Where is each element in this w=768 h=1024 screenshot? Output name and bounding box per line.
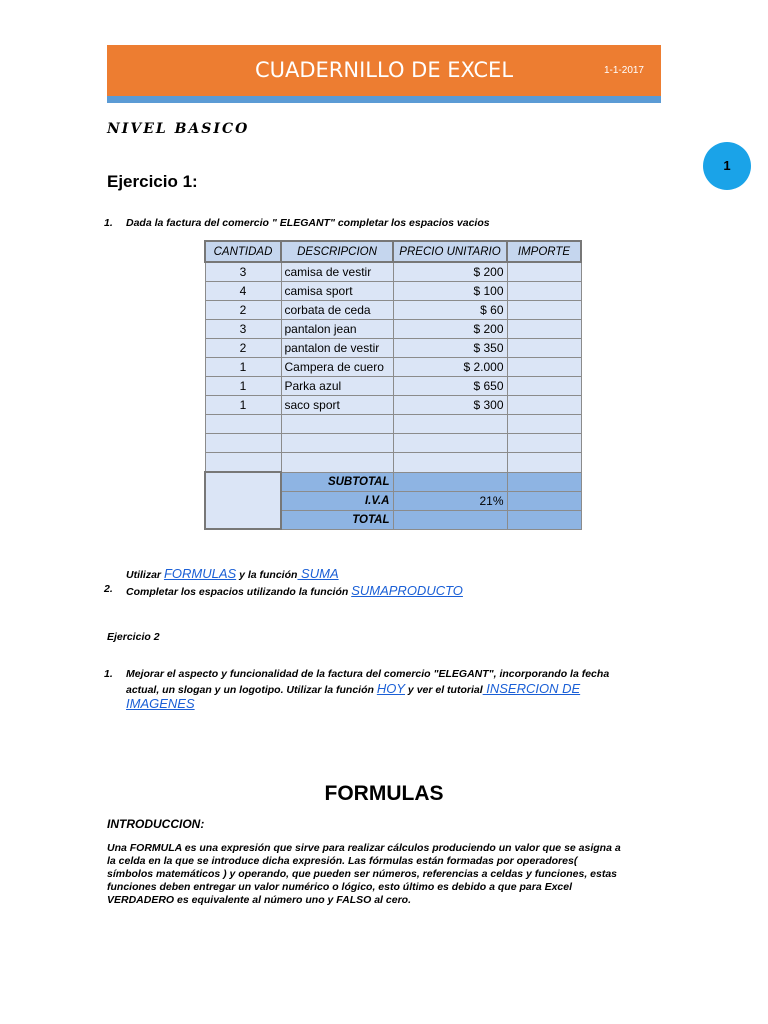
- total-importe[interactable]: [507, 510, 581, 529]
- document-title: CUADERNILLO DE EXCEL: [254, 58, 514, 82]
- summary-blank-cell: [205, 472, 281, 529]
- item-number: 1.: [104, 668, 113, 680]
- use-text-a: Utilizar: [126, 569, 164, 581]
- desc-cell[interactable]: pantalon de vestir: [281, 339, 393, 358]
- price-cell[interactable]: $ 300: [393, 396, 507, 415]
- total-value[interactable]: [393, 510, 507, 529]
- desc-cell[interactable]: saco sport: [281, 396, 393, 415]
- exercise2-title: Ejercicio 2: [107, 631, 160, 643]
- importe-cell[interactable]: [507, 415, 581, 434]
- price-cell[interactable]: $ 2.000: [393, 358, 507, 377]
- ex2-line2a: actual, un slogan y un logotipo. Utilizar la función: [126, 684, 377, 696]
- price-cell[interactable]: $ 200: [393, 262, 507, 282]
- importe-cell[interactable]: [507, 320, 581, 339]
- use-text-b: y la función: [236, 569, 298, 581]
- sumaproducto-link[interactable]: SUMAPRODUCTO: [351, 583, 463, 598]
- table-row: [205, 301, 581, 320]
- price-cell[interactable]: [393, 434, 507, 453]
- table-header-row: [205, 241, 581, 262]
- header-bar: [107, 45, 661, 96]
- intro-line: funciones deben entregar un valor numérico o lógico, esto último es debido a que para Excel: [107, 881, 573, 893]
- level-heading: NIVEL BASICO: [107, 121, 250, 137]
- desc-cell[interactable]: Parka azul: [281, 377, 393, 396]
- price-cell[interactable]: $ 60: [393, 301, 507, 320]
- importe-cell[interactable]: [507, 358, 581, 377]
- ex2-line1: Mejorar el aspecto y funcionalidad de la factura del comercio "ELEGANT", incorporando la fecha: [126, 668, 610, 680]
- importe-cell[interactable]: [507, 301, 581, 320]
- qty-cell[interactable]: 3: [205, 320, 281, 339]
- imagenes-link[interactable]: IMAGENES: [126, 696, 195, 711]
- intro-line: Una FORMULA es una expresión que sirve para realizar cálculos produciendo un valor que se asigna a: [107, 842, 621, 854]
- price-cell[interactable]: $ 350: [393, 339, 507, 358]
- importe-cell[interactable]: [507, 377, 581, 396]
- table-row-empty: [205, 415, 581, 434]
- desc-cell[interactable]: [281, 434, 393, 453]
- page-number-badge: 1: [703, 142, 751, 190]
- table-row: [205, 262, 581, 282]
- suma-link[interactable]: SUMA: [297, 566, 339, 581]
- hoy-link[interactable]: HOY: [376, 681, 406, 696]
- subtotal-row: [205, 472, 581, 491]
- importe-cell[interactable]: [507, 453, 581, 473]
- formulas-title: FORMULAS: [324, 782, 444, 805]
- price-cell[interactable]: $ 200: [393, 320, 507, 339]
- exercise1-title: Ejercicio 1:: [107, 172, 198, 191]
- table-row: [205, 320, 581, 339]
- price-cell[interactable]: [393, 415, 507, 434]
- ex2-line2b: y ver el tutorial: [405, 684, 483, 696]
- table-row: [205, 396, 581, 415]
- iva-label: I.V.A: [281, 491, 393, 510]
- total-label: TOTAL: [281, 510, 393, 529]
- desc-cell[interactable]: corbata de ceda: [281, 301, 393, 320]
- table-row-empty: [205, 453, 581, 473]
- iva-importe[interactable]: [507, 491, 581, 510]
- header-stripe: [107, 96, 661, 103]
- desc-cell[interactable]: [281, 415, 393, 434]
- qty-cell[interactable]: [205, 415, 281, 434]
- intro-line: VERDADERO es equivalente al número uno y FALSO al cero.: [107, 894, 411, 906]
- header-descripcion: DESCRIPCION: [281, 241, 393, 262]
- price-cell[interactable]: $ 100: [393, 282, 507, 301]
- desc-cell[interactable]: camisa sport: [281, 282, 393, 301]
- qty-cell[interactable]: 4: [205, 282, 281, 301]
- qty-cell[interactable]: 3: [205, 262, 281, 282]
- iva-value[interactable]: 21%: [393, 491, 507, 510]
- qty-cell[interactable]: 1: [205, 396, 281, 415]
- desc-cell[interactable]: Campera de cuero: [281, 358, 393, 377]
- table-row-empty: [205, 434, 581, 453]
- insercion-link[interactable]: INSERCION DE: [482, 681, 581, 696]
- subtotal-value[interactable]: [393, 472, 507, 491]
- desc-cell[interactable]: [281, 453, 393, 473]
- subtotal-label: SUBTOTAL: [281, 472, 393, 491]
- ex2-line3: [126, 696, 195, 711]
- qty-cell[interactable]: [205, 453, 281, 473]
- formulas-link[interactable]: FORMULAS: [163, 566, 237, 581]
- header-importe: IMPORTE: [507, 241, 581, 262]
- importe-cell[interactable]: [507, 339, 581, 358]
- desc-cell[interactable]: pantalon jean: [281, 320, 393, 339]
- header-cantidad: CANTIDAD: [205, 241, 281, 262]
- intro-paragraph: [107, 842, 667, 907]
- table-row: [205, 358, 581, 377]
- importe-cell[interactable]: [507, 434, 581, 453]
- intro-line: símbolos matemáticos ) y operando, que pueden ser números, referencias a celdas y funciones, estas: [107, 868, 618, 880]
- intro-heading: INTRODUCCION:: [107, 817, 205, 831]
- exercise2-item1: [104, 668, 664, 716]
- table-row: [205, 339, 581, 358]
- qty-cell[interactable]: 1: [205, 358, 281, 377]
- invoice-table: [204, 240, 582, 530]
- document-date: 1-1-2017: [603, 65, 644, 76]
- price-cell[interactable]: [393, 453, 507, 473]
- qty-cell[interactable]: [205, 434, 281, 453]
- desc-cell[interactable]: camisa de vestir: [281, 262, 393, 282]
- ex2-line2: [126, 681, 580, 696]
- qty-cell[interactable]: 1: [205, 377, 281, 396]
- subtotal-importe[interactable]: [507, 472, 581, 491]
- item-text: [126, 583, 463, 598]
- item-number: 1.: [104, 217, 113, 229]
- qty-cell[interactable]: 2: [205, 339, 281, 358]
- use-formulas-line: [126, 566, 339, 581]
- item-text: Dada la factura del comercio " ELEGANT" completar los espacios vacios: [126, 217, 490, 229]
- intro-line: la celda en la que se introduce dicha expresión. Las fórmulas están formadas por operadores(: [107, 855, 578, 867]
- table-row: [205, 377, 581, 396]
- importe-cell[interactable]: [507, 396, 581, 415]
- item2-text: Completar los espacios utilizando la función: [126, 586, 352, 598]
- importe-cell[interactable]: [507, 262, 581, 282]
- header-precio: PRECIO UNITARIO: [393, 241, 507, 262]
- qty-cell[interactable]: 2: [205, 301, 281, 320]
- table-row: [205, 282, 581, 301]
- importe-cell[interactable]: [507, 282, 581, 301]
- price-cell[interactable]: $ 650: [393, 377, 507, 396]
- item-number: 2.: [104, 583, 113, 595]
